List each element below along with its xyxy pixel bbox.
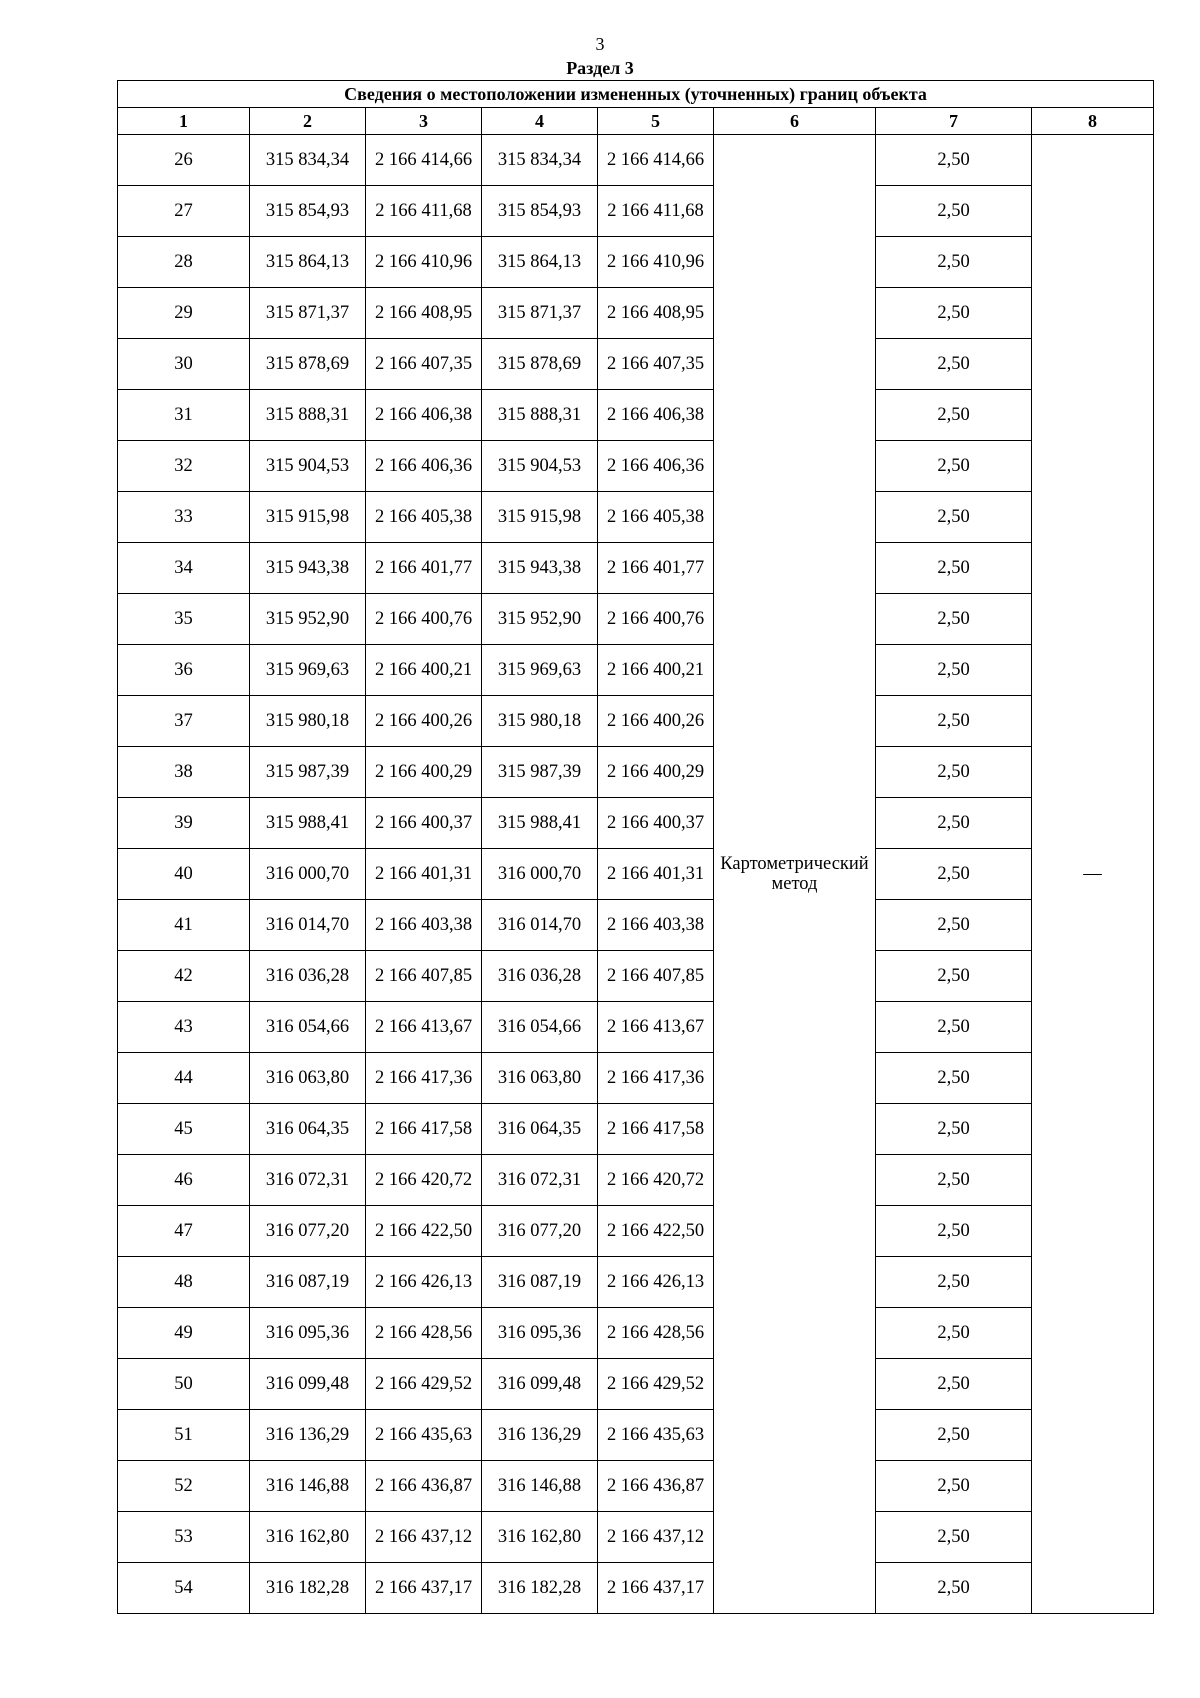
table-row — [118, 1104, 1154, 1155]
cell-x-existing: 316 087,19 — [250, 1257, 366, 1308]
cell-x-existing: 315 952,90 — [250, 594, 366, 645]
table-row — [118, 288, 1154, 339]
column-header: 7 — [876, 108, 1032, 135]
cell-y-new: 2 166 426,13 — [598, 1257, 714, 1308]
cell-y-existing: 2 166 406,38 — [366, 390, 482, 441]
column-header: 1 — [118, 108, 250, 135]
cell-y-existing: 2 166 437,17 — [366, 1563, 482, 1614]
cell-y-new: 2 166 400,21 — [598, 645, 714, 696]
table-row — [118, 951, 1154, 1002]
cell-y-new: 2 166 401,31 — [598, 849, 714, 900]
cell-accuracy: 2,50 — [876, 951, 1032, 1002]
cell-x-new: 315 980,18 — [482, 696, 598, 747]
cell-y-new: 2 166 420,72 — [598, 1155, 714, 1206]
boundary-table — [117, 80, 1154, 1614]
cell-accuracy: 2,50 — [876, 798, 1032, 849]
cell-x-existing: 315 980,18 — [250, 696, 366, 747]
table-row — [118, 1206, 1154, 1257]
cell-point-number: 40 — [118, 849, 250, 900]
cell-x-existing: 315 987,39 — [250, 747, 366, 798]
cell-y-new: 2 166 408,95 — [598, 288, 714, 339]
cell-y-new: 2 166 437,17 — [598, 1563, 714, 1614]
table-row — [118, 1002, 1154, 1053]
cell-y-existing: 2 166 407,35 — [366, 339, 482, 390]
cell-point-number: 39 — [118, 798, 250, 849]
cell-y-existing: 2 166 411,68 — [366, 186, 482, 237]
cell-y-existing: 2 166 429,52 — [366, 1359, 482, 1410]
cell-x-existing: 316 146,88 — [250, 1461, 366, 1512]
cell-y-existing: 2 166 406,36 — [366, 441, 482, 492]
cell-x-existing: 316 064,35 — [250, 1104, 366, 1155]
cell-x-new: 315 878,69 — [482, 339, 598, 390]
cell-accuracy: 2,50 — [876, 543, 1032, 594]
cell-x-existing: 316 072,31 — [250, 1155, 366, 1206]
cell-x-existing: 315 943,38 — [250, 543, 366, 594]
cell-x-existing: 315 969,63 — [250, 645, 366, 696]
cell-point-number: 48 — [118, 1257, 250, 1308]
cell-x-new: 315 864,13 — [482, 237, 598, 288]
cell-x-new: 315 988,41 — [482, 798, 598, 849]
table-row — [118, 1053, 1154, 1104]
cell-accuracy: 2,50 — [876, 645, 1032, 696]
cell-x-existing: 316 095,36 — [250, 1308, 366, 1359]
cell-x-existing: 316 136,29 — [250, 1410, 366, 1461]
column-header: 5 — [598, 108, 714, 135]
cell-accuracy: 2,50 — [876, 747, 1032, 798]
table-row — [118, 747, 1154, 798]
table-row — [118, 594, 1154, 645]
cell-y-existing: 2 166 407,85 — [366, 951, 482, 1002]
cell-method: Картометрический метод — [714, 135, 876, 1614]
cell-x-existing: 315 871,37 — [250, 288, 366, 339]
cell-accuracy: 2,50 — [876, 390, 1032, 441]
column-header: 6 — [714, 108, 876, 135]
table-row — [118, 798, 1154, 849]
cell-y-existing: 2 166 426,13 — [366, 1257, 482, 1308]
cell-x-existing: 315 988,41 — [250, 798, 366, 849]
cell-x-new: 316 146,88 — [482, 1461, 598, 1512]
cell-x-existing: 315 854,93 — [250, 186, 366, 237]
table-row — [118, 645, 1154, 696]
table-row — [118, 1461, 1154, 1512]
page-number: 3 — [595, 34, 605, 54]
cell-y-existing: 2 166 417,58 — [366, 1104, 482, 1155]
cell-accuracy: 2,50 — [876, 186, 1032, 237]
cell-y-new: 2 166 400,26 — [598, 696, 714, 747]
cell-x-existing: 316 077,20 — [250, 1206, 366, 1257]
cell-y-new: 2 166 406,36 — [598, 441, 714, 492]
table-row — [118, 390, 1154, 441]
cell-y-existing: 2 166 403,38 — [366, 900, 482, 951]
cell-x-existing: 315 904,53 — [250, 441, 366, 492]
cell-point-number: 34 — [118, 543, 250, 594]
cell-y-existing: 2 166 401,77 — [366, 543, 482, 594]
cell-x-new: 316 182,28 — [482, 1563, 598, 1614]
cell-x-existing: 315 878,69 — [250, 339, 366, 390]
cell-y-existing: 2 166 413,67 — [366, 1002, 482, 1053]
cell-y-existing: 2 166 400,29 — [366, 747, 482, 798]
cell-point-number: 46 — [118, 1155, 250, 1206]
cell-y-existing: 2 166 420,72 — [366, 1155, 482, 1206]
table-row — [118, 1257, 1154, 1308]
cell-x-new: 315 888,31 — [482, 390, 598, 441]
table-row — [118, 1308, 1154, 1359]
cell-x-new: 316 063,80 — [482, 1053, 598, 1104]
cell-point-number: 51 — [118, 1410, 250, 1461]
cell-x-new: 316 136,29 — [482, 1410, 598, 1461]
cell-y-new: 2 166 417,36 — [598, 1053, 714, 1104]
cell-y-existing: 2 166 436,87 — [366, 1461, 482, 1512]
cell-accuracy: 2,50 — [876, 1155, 1032, 1206]
cell-y-existing: 2 166 428,56 — [366, 1308, 482, 1359]
column-header: 8 — [1032, 108, 1154, 135]
cell-y-existing: 2 166 410,96 — [366, 237, 482, 288]
cell-point-number: 44 — [118, 1053, 250, 1104]
section-title: Раздел 3 — [566, 58, 634, 78]
table-row — [118, 441, 1154, 492]
table-row — [118, 237, 1154, 288]
cell-y-new: 2 166 428,56 — [598, 1308, 714, 1359]
cell-y-new: 2 166 435,63 — [598, 1410, 714, 1461]
cell-point-number: 31 — [118, 390, 250, 441]
header-row — [118, 108, 1154, 135]
cell-x-existing: 316 036,28 — [250, 951, 366, 1002]
cell-x-new: 315 987,39 — [482, 747, 598, 798]
cell-y-new: 2 166 400,29 — [598, 747, 714, 798]
cell-point-number: 42 — [118, 951, 250, 1002]
cell-y-new: 2 166 405,38 — [598, 492, 714, 543]
cell-y-existing: 2 166 437,12 — [366, 1512, 482, 1563]
cell-y-existing: 2 166 417,36 — [366, 1053, 482, 1104]
table-row — [118, 849, 1154, 900]
cell-x-new: 316 072,31 — [482, 1155, 598, 1206]
cell-y-new: 2 166 411,68 — [598, 186, 714, 237]
cell-x-new: 315 943,38 — [482, 543, 598, 594]
cell-point-number: 33 — [118, 492, 250, 543]
cell-point-number: 45 — [118, 1104, 250, 1155]
cell-x-new: 315 904,53 — [482, 441, 598, 492]
table-row — [118, 696, 1154, 747]
cell-x-existing: 316 162,80 — [250, 1512, 366, 1563]
table-row — [118, 1410, 1154, 1461]
cell-point-number: 41 — [118, 900, 250, 951]
cell-x-new: 315 854,93 — [482, 186, 598, 237]
cell-point-number: 50 — [118, 1359, 250, 1410]
cell-point-number: 36 — [118, 645, 250, 696]
cell-point-number: 37 — [118, 696, 250, 747]
cell-x-new: 315 952,90 — [482, 594, 598, 645]
cell-accuracy: 2,50 — [876, 1410, 1032, 1461]
cell-accuracy: 2,50 — [876, 696, 1032, 747]
cell-y-existing: 2 166 405,38 — [366, 492, 482, 543]
cell-accuracy: 2,50 — [876, 1512, 1032, 1563]
cell-x-new: 316 087,19 — [482, 1257, 598, 1308]
table-row — [118, 1512, 1154, 1563]
cell-y-new: 2 166 413,67 — [598, 1002, 714, 1053]
cell-accuracy: 2,50 — [876, 441, 1032, 492]
cell-y-existing: 2 166 408,95 — [366, 288, 482, 339]
cell-point-number: 26 — [118, 135, 250, 186]
cell-y-new: 2 166 406,38 — [598, 390, 714, 441]
cell-point-number: 38 — [118, 747, 250, 798]
cell-x-new: 316 014,70 — [482, 900, 598, 951]
cell-x-existing: 316 099,48 — [250, 1359, 366, 1410]
cell-x-new: 315 969,63 — [482, 645, 598, 696]
cell-y-existing: 2 166 422,50 — [366, 1206, 482, 1257]
cell-x-new: 316 162,80 — [482, 1512, 598, 1563]
cell-x-existing: 316 182,28 — [250, 1563, 366, 1614]
cell-y-new: 2 166 429,52 — [598, 1359, 714, 1410]
cell-accuracy: 2,50 — [876, 237, 1032, 288]
cell-accuracy: 2,50 — [876, 1104, 1032, 1155]
cell-x-existing: 316 054,66 — [250, 1002, 366, 1053]
cell-accuracy: 2,50 — [876, 135, 1032, 186]
cell-y-existing: 2 166 400,26 — [366, 696, 482, 747]
cell-point-number: 32 — [118, 441, 250, 492]
cell-x-new: 316 099,48 — [482, 1359, 598, 1410]
cell-y-existing: 2 166 435,63 — [366, 1410, 482, 1461]
cell-y-new: 2 166 436,87 — [598, 1461, 714, 1512]
table-row — [118, 135, 1154, 186]
cell-x-existing: 316 063,80 — [250, 1053, 366, 1104]
cell-x-new: 315 871,37 — [482, 288, 598, 339]
cell-point-number: 54 — [118, 1563, 250, 1614]
cell-point-number: 49 — [118, 1308, 250, 1359]
cell-accuracy: 2,50 — [876, 1563, 1032, 1614]
cell-point-number: 53 — [118, 1512, 250, 1563]
table-row — [118, 1155, 1154, 1206]
table-row — [118, 339, 1154, 390]
table-row — [118, 1563, 1154, 1614]
cell-x-new: 316 095,36 — [482, 1308, 598, 1359]
cell-point-number: 35 — [118, 594, 250, 645]
table-row — [118, 900, 1154, 951]
cell-accuracy: 2,50 — [876, 288, 1032, 339]
cell-x-new: 316 064,35 — [482, 1104, 598, 1155]
table-row — [118, 186, 1154, 237]
cell-y-existing: 2 166 400,37 — [366, 798, 482, 849]
cell-point-number: 30 — [118, 339, 250, 390]
cell-x-existing: 316 014,70 — [250, 900, 366, 951]
table-row — [118, 1359, 1154, 1410]
cell-x-existing: 315 888,31 — [250, 390, 366, 441]
cell-y-existing: 2 166 414,66 — [366, 135, 482, 186]
cell-accuracy: 2,50 — [876, 594, 1032, 645]
cell-y-new: 2 166 403,38 — [598, 900, 714, 951]
cell-point-number: 28 — [118, 237, 250, 288]
cell-accuracy: 2,50 — [876, 339, 1032, 390]
cell-y-existing: 2 166 401,31 — [366, 849, 482, 900]
cell-x-existing: 315 864,13 — [250, 237, 366, 288]
cell-y-new: 2 166 414,66 — [598, 135, 714, 186]
column-header: 3 — [366, 108, 482, 135]
cell-accuracy: 2,50 — [876, 1359, 1032, 1410]
cell-y-new: 2 166 407,35 — [598, 339, 714, 390]
cell-y-new: 2 166 400,37 — [598, 798, 714, 849]
cell-x-new: 316 036,28 — [482, 951, 598, 1002]
cell-y-existing: 2 166 400,76 — [366, 594, 482, 645]
cell-accuracy: 2,50 — [876, 1206, 1032, 1257]
column-header: 2 — [250, 108, 366, 135]
cell-x-existing: 315 915,98 — [250, 492, 366, 543]
cell-y-new: 2 166 417,58 — [598, 1104, 714, 1155]
cell-point-number: 27 — [118, 186, 250, 237]
cell-y-new: 2 166 407,85 — [598, 951, 714, 1002]
cell-point-number: 47 — [118, 1206, 250, 1257]
cell-x-new: 315 834,34 — [482, 135, 598, 186]
cell-y-new: 2 166 410,96 — [598, 237, 714, 288]
cell-accuracy: 2,50 — [876, 1002, 1032, 1053]
cell-point-number: 43 — [118, 1002, 250, 1053]
column-header: 4 — [482, 108, 598, 135]
cell-accuracy: 2,50 — [876, 1461, 1032, 1512]
cell-accuracy: 2,50 — [876, 900, 1032, 951]
cell-x-new: 315 915,98 — [482, 492, 598, 543]
cell-y-new: 2 166 401,77 — [598, 543, 714, 594]
cell-x-new: 316 000,70 — [482, 849, 598, 900]
cell-x-new: 316 077,20 — [482, 1206, 598, 1257]
cell-accuracy: 2,50 — [876, 849, 1032, 900]
cell-x-existing: 316 000,70 — [250, 849, 366, 900]
table-row — [118, 543, 1154, 594]
cell-y-new: 2 166 437,12 — [598, 1512, 714, 1563]
cell-y-new: 2 166 400,76 — [598, 594, 714, 645]
table-row — [118, 492, 1154, 543]
table-caption: Сведения о местоположении измененных (уточненных) границ объекта — [118, 81, 1154, 108]
cell-x-new: 316 054,66 — [482, 1002, 598, 1053]
cell-y-existing: 2 166 400,21 — [366, 645, 482, 696]
cell-accuracy: 2,50 — [876, 1308, 1032, 1359]
cell-point-number: 29 — [118, 288, 250, 339]
cell-point-number: 52 — [118, 1461, 250, 1512]
cell-x-existing: 315 834,34 — [250, 135, 366, 186]
cell-accuracy: 2,50 — [876, 1257, 1032, 1308]
cell-col8: — — [1032, 135, 1154, 1614]
cell-accuracy: 2,50 — [876, 1053, 1032, 1104]
cell-y-new: 2 166 422,50 — [598, 1206, 714, 1257]
cell-accuracy: 2,50 — [876, 492, 1032, 543]
table-body — [118, 135, 1154, 1614]
